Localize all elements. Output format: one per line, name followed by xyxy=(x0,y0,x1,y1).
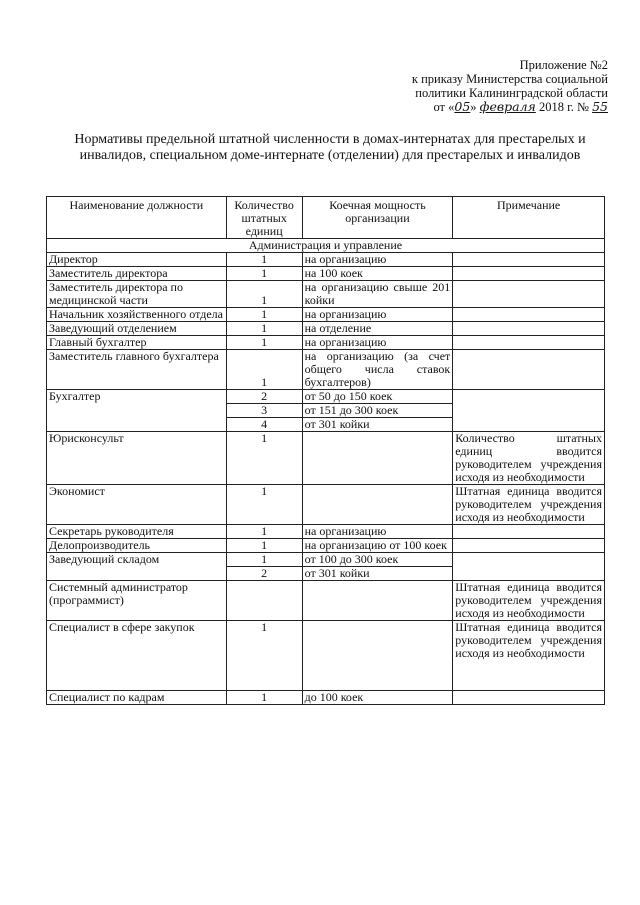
header-note: Примечание xyxy=(453,197,605,239)
document-title: Нормативы предельной штатной численности в домах-интернатах для престарелых и инвалидов, специальном доме-интернате (отделении) для престарелых и инвалидов xyxy=(74,132,586,163)
cell-quantity: 1 xyxy=(226,322,302,336)
table-row xyxy=(47,525,605,539)
table-row xyxy=(47,432,605,485)
table-row xyxy=(47,691,605,705)
cell-position: Бухгалтер xyxy=(47,390,227,432)
cell-note xyxy=(453,553,605,581)
cell-capacity: на организацию xyxy=(302,253,453,267)
cell-capacity: на организацию (за счет общего числа ставок бухгалтеров) xyxy=(302,350,453,390)
header-position: Наименование должности xyxy=(47,197,227,239)
cell-quantity: 1 xyxy=(226,308,302,322)
cell-capacity: до 100 коек xyxy=(302,691,453,705)
cell-quantity: 1 xyxy=(226,267,302,281)
table-row xyxy=(47,553,605,567)
cell-capacity: от 100 до 300 коек xyxy=(302,553,453,567)
cell-capacity xyxy=(302,432,453,485)
cell-quantity: 1 xyxy=(226,281,302,308)
table-row xyxy=(47,621,605,691)
header-quantity: Количество штатных единиц xyxy=(226,197,302,239)
order-number: 55 xyxy=(592,99,608,114)
table-row xyxy=(47,350,605,390)
cell-position: Специалист в сфере закупок xyxy=(47,621,227,691)
cell-note: Штатная единица вводится руководителем учреждения исходя из необходимости xyxy=(453,581,605,621)
date-year: 2018 г. № xyxy=(535,100,593,114)
cell-position: Юрисконсульт xyxy=(47,432,227,485)
cell-capacity: на организацию от 100 коек xyxy=(302,539,453,553)
cell-capacity xyxy=(302,581,453,621)
cell-capacity: на организацию xyxy=(302,308,453,322)
cell-quantity: 1 xyxy=(226,253,302,267)
section-title: Администрация и управление xyxy=(47,239,605,253)
cell-position: Заместитель директора по медицинской части xyxy=(47,281,227,308)
appendix-block xyxy=(348,58,608,114)
cell-capacity: на организацию свыше 201 койки xyxy=(302,281,453,308)
staffing-table xyxy=(46,196,605,705)
cell-capacity: от 151 до 300 коек xyxy=(302,404,453,418)
cell-note xyxy=(453,267,605,281)
table-row xyxy=(47,308,605,322)
cell-quantity: 1 xyxy=(226,432,302,485)
cell-quantity: 1 xyxy=(226,621,302,691)
cell-position: Заведующий складом xyxy=(47,553,227,581)
cell-note xyxy=(453,281,605,308)
date-day: 05 xyxy=(454,99,471,114)
date-month: февраля xyxy=(479,99,536,114)
cell-capacity: от 301 койки xyxy=(302,418,453,432)
cell-capacity: от 301 койки xyxy=(302,567,453,581)
table-row xyxy=(47,253,605,267)
cell-note xyxy=(453,350,605,390)
cell-capacity xyxy=(302,485,453,525)
cell-position: Главный бухгалтер xyxy=(47,336,227,350)
cell-capacity: на 100 коек xyxy=(302,267,453,281)
table-row xyxy=(47,581,605,621)
table-row xyxy=(47,539,605,553)
section-row xyxy=(47,239,605,253)
cell-capacity: на отделение xyxy=(302,322,453,336)
table-row xyxy=(47,336,605,350)
cell-position: Системный администратор (программист) xyxy=(47,581,227,621)
cell-note xyxy=(453,308,605,322)
table-row xyxy=(47,485,605,525)
header-capacity: Коечная мощность организации xyxy=(302,197,453,239)
cell-note xyxy=(453,390,605,432)
cell-quantity: 1 xyxy=(226,539,302,553)
cell-quantity: 2 xyxy=(226,390,302,404)
cell-position: Заместитель главного бухгалтера xyxy=(47,350,227,390)
cell-note: Количество штатных единиц вводится руководителем учреждения исходя из необходимости xyxy=(453,432,605,485)
cell-quantity: 2 xyxy=(226,567,302,581)
appendix-line-1: Приложение №2 xyxy=(519,58,608,72)
appendix-line-3: политики Калининградской области xyxy=(415,86,608,100)
cell-note xyxy=(453,336,605,350)
date-prefix: от « xyxy=(433,100,455,114)
cell-position: Специалист по кадрам xyxy=(47,691,227,705)
cell-quantity: 1 xyxy=(226,553,302,567)
cell-note: Штатная единица вводится руководителем учреждения исходя из необходимости xyxy=(453,485,605,525)
cell-position: Делопроизводитель xyxy=(47,539,227,553)
cell-note: Штатная единица вводится руководителем учреждения исходя из необходимости xyxy=(453,621,605,691)
cell-capacity xyxy=(302,621,453,691)
table-header-row xyxy=(47,197,605,239)
appendix-date-line xyxy=(348,100,608,114)
cell-quantity: 4 xyxy=(226,418,302,432)
date-mid: » xyxy=(470,100,480,114)
cell-quantity: 1 xyxy=(226,485,302,525)
cell-quantity: 1 xyxy=(226,350,302,390)
cell-note xyxy=(453,525,605,539)
table-row xyxy=(47,322,605,336)
cell-quantity: 3 xyxy=(226,404,302,418)
cell-quantity: 1 xyxy=(226,691,302,705)
appendix-line-2: к приказу Министерства социальной xyxy=(411,72,608,86)
cell-capacity: от 50 до 150 коек xyxy=(302,390,453,404)
table-row xyxy=(47,267,605,281)
cell-note xyxy=(453,691,605,705)
table-row xyxy=(47,390,605,404)
cell-quantity: 1 xyxy=(226,525,302,539)
cell-position: Заместитель директора xyxy=(47,267,227,281)
cell-position: Секретарь руководителя xyxy=(47,525,227,539)
cell-capacity: на организацию xyxy=(302,525,453,539)
cell-quantity: 1 xyxy=(226,336,302,350)
cell-position: Директор xyxy=(47,253,227,267)
table-row xyxy=(47,281,605,308)
cell-position: Заведующий отделением xyxy=(47,322,227,336)
cell-position: Начальник хозяйственного отдела xyxy=(47,308,227,322)
cell-note xyxy=(453,253,605,267)
cell-position: Экономист xyxy=(47,485,227,525)
cell-capacity: на организацию xyxy=(302,336,453,350)
cell-quantity xyxy=(226,581,302,621)
cell-note xyxy=(453,322,605,336)
cell-note xyxy=(453,539,605,553)
